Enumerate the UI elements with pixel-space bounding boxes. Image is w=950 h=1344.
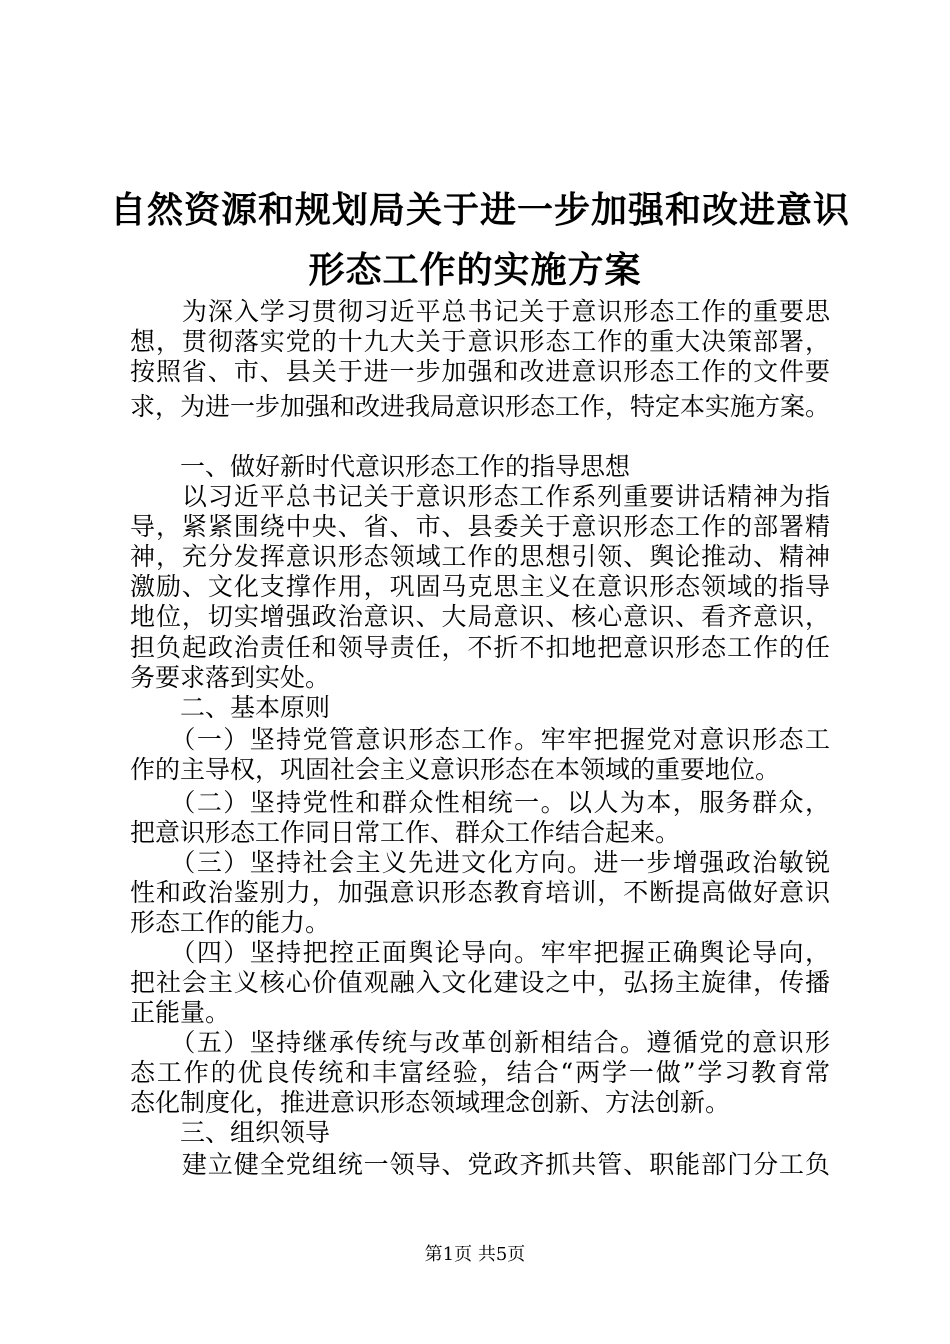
body-line: 形态工作的能力。 <box>130 908 331 937</box>
body-line: 务要求落到实处。 <box>130 663 331 692</box>
body-line: 求，为进一步加强和改进我局意识形态工作，特定本实施方案。 <box>130 392 831 421</box>
body-line: 把意识形态工作同日常工作、群众工作结合起来。 <box>130 818 681 847</box>
body-line: 神，充分发挥意识形态领域工作的思想引领、舆论推动、精神 <box>130 542 830 571</box>
body-line: 态工作的优良传统和丰富经验，结合“两学一做”学习教育常 <box>130 1058 830 1087</box>
body-line: （五）坚持继承传统与改革创新相结合。遵循党的意识形 <box>130 1028 830 1057</box>
body-line: 作的主导权，巩固社会主义意识形态在本领域的重要地位。 <box>130 755 781 784</box>
page-number: 第1页 共5页 <box>424 1244 526 1265</box>
body-line: 正能量。 <box>130 998 231 1027</box>
document-title-line-2: 形态工作的实施方案 <box>308 249 642 291</box>
section-heading-3: 三、组织领导 <box>130 1118 331 1147</box>
body-line: 把社会主义核心价值观融入文化建设之中，弘扬主旋律，传播 <box>130 968 830 997</box>
body-line: 地位，切实增强政治意识、大局意识、核心意识、看齐意识， <box>130 602 830 631</box>
body-line: 态化制度化，推进意识形态领域理念创新、方法创新。 <box>130 1088 731 1117</box>
body-line: 激励、文化支撑作用，巩固马克思主义在意识形态领域的指导 <box>130 572 830 601</box>
body-line: 按照省、市、县关于进一步加强和改进意识形态工作的文件要 <box>130 357 830 386</box>
body-line: 建立健全党组统一领导、党政齐抓共管、职能部门分工负 <box>130 1150 830 1179</box>
body-line: （二）坚持党性和群众性相统一。以人为本，服务群众， <box>130 788 830 817</box>
section-heading-2: 二、基本原则 <box>130 693 331 722</box>
body-line: （三）坚持社会主义先进文化方向。进一步增强政治敏锐 <box>130 848 830 877</box>
document-title-line-1: 自然资源和规划局关于进一步加强和改进意识 <box>110 189 851 231</box>
body-line: 担负起政治责任和领导责任，不折不扣地把意识形态工作的任 <box>130 633 830 662</box>
body-line: 想，贯彻落实党的十九大关于意识形态工作的重大决策部署， <box>130 327 830 356</box>
body-line: 导，紧紧围绕中央、省、市、县委关于意识形态工作的部署精 <box>130 512 830 541</box>
body-line: 以习近平总书记关于意识形态工作系列重要讲话精神为指 <box>130 482 830 511</box>
section-heading-1: 一、做好新时代意识形态工作的指导思想 <box>130 452 631 481</box>
body-line: （一）坚持党管意识形态工作。牢牢把握党对意识形态工 <box>130 725 830 754</box>
body-line: 性和政治鉴别力，加强意识形态教育培训，不断提高做好意识 <box>130 878 830 907</box>
body-line: （四）坚持把控正面舆论导向。牢牢把握正确舆论导向， <box>130 938 830 967</box>
body-line: 为深入学习贯彻习近平总书记关于意识形态工作的重要思 <box>130 297 830 326</box>
